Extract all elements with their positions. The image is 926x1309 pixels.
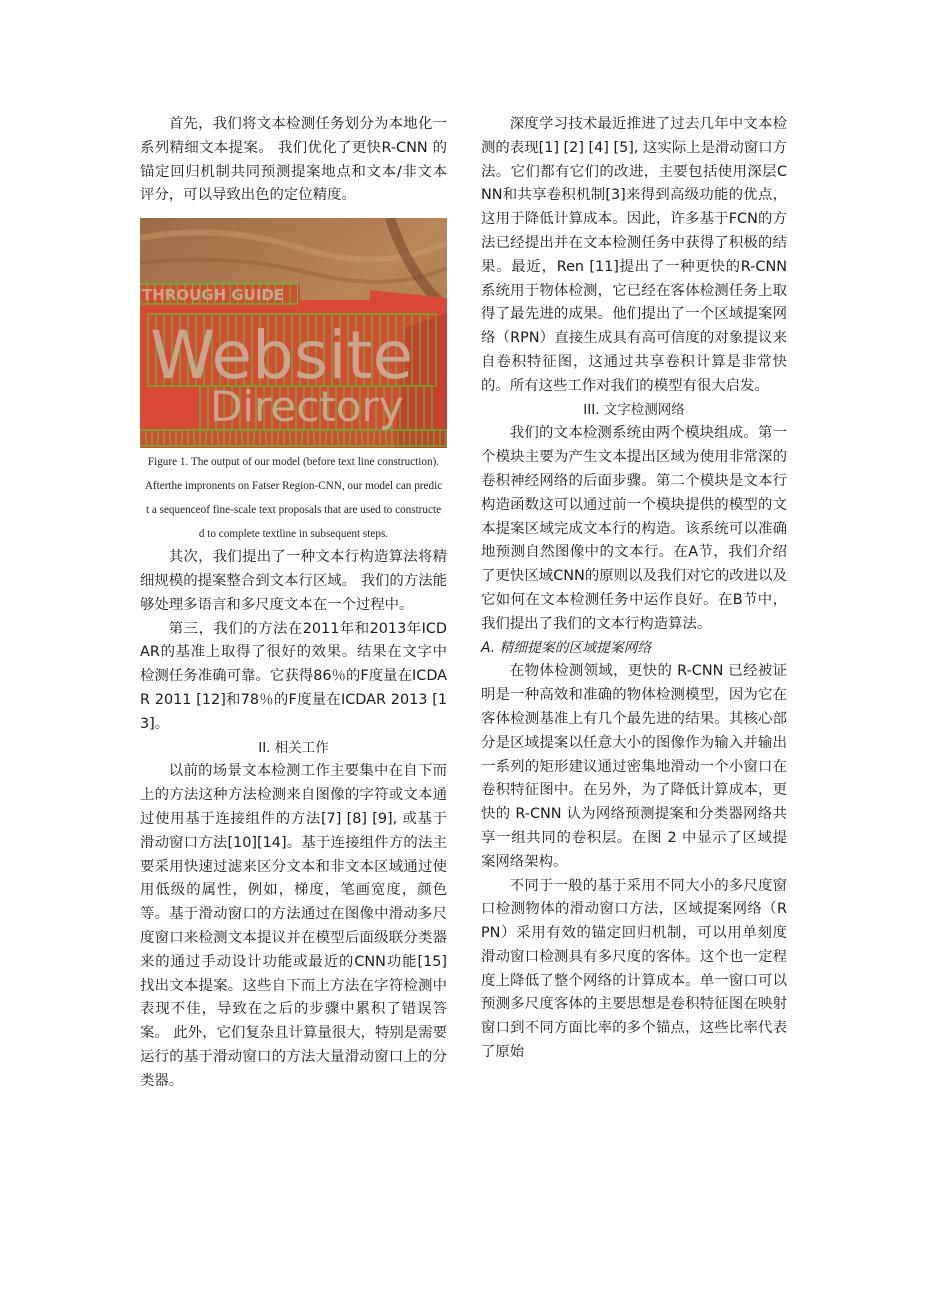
figure-1-image <box>140 218 447 448</box>
right-paragraph-4: 不同于一般的基于采用不同大小的多尺度窗口检测物体的滑动窗口方法，区域提案网络（RPN）采用有效的锚定回归机制，可以用单刻度滑动窗口检测具有多尺度的客体。这个也一定程度上降低了整个网络的计算成本。单一窗口可以预测多尺度客体的主要思想是卷积特征图在映射窗口到不同方面比率的多个锚点，这些比率代表了原始 <box>481 877 787 1061</box>
right-paragraph-2: 我们的文本检测系统由两个模块组成。第一个模块主要为产生文本提出区域为使用非常深的卷积神经网络的后面步骤。第二个模块是文本行构造函数这可以通过前一个模块提供的模型的文本提案区域完成文本行的构造。该系统可以准确地预测自然图像中的文本行。在A节，我们介绍了更快区域CNN的原则以及我们对它的改进以及它如何在文本检测任务中运作良好。在B节中，我们提出了我们的文本行构造算法。 <box>481 425 787 632</box>
figure-overlay-text-2: Website <box>150 317 414 395</box>
subsection-heading-a: A. 精细提案的区域提案网络 <box>481 639 652 656</box>
right-paragraph-3: 在物体检测领域，更快的 R-CNN 已经被证明是一种高效和准确的物体检测模型，因为它在客体检测基准上有几个最先进的结果。其核心部分是区域提案以任意大小的图像作为输入并输出一系列的矩形建议通过密集地滑动一个小窗口在卷积特征图中。在另外，为了降低计算成本，更快的 R-CNN 认为网络预测提案和分类器网络共享一组共同的卷积层。在图 2 中显示了区域提案网络架构。 <box>481 663 787 870</box>
left-paragraph-3: 第三，我们的方法在2011年和2013年ICDAR的基准上取得了很好的效果。结果在文字中检测任务准确可靠。它获得86％的F度量在ICDAR 2011 [12]和78％的F度量在ICDAR 2013 [13]。 <box>140 620 447 732</box>
section-heading-3: III. 文字检测网络 <box>583 401 685 418</box>
section-heading-2: II. 相关工作 <box>258 739 329 756</box>
left-paragraph-1: 首先，我们将文本检测任务划分为本地化一系列精细文本提案。 我们优化了更快R-CNN 的锚定回归机制共同预测提案地点和文本/非文本评分，可以导致出色的定位精度。 <box>140 116 447 204</box>
right-paragraph-1: 深度学习技术最近推进了过去几年中文本检测的表现[1] [2] [4] [5], 这实际上是滑动窗口方法。它们都有它们的改进，主要包括使用深层CNN和共享卷积机制[3]来得到高级功能的优点，这用于降低计算成本。因此，许多基于FCN的方法已经提出并在文本检测任务中获得了积极的结果。最近，Ren [11]提出了一种更快的R-CNN系统用于物体检测，它已经在客体检测任务上取得了最先进的成果。他们提出了一个区域提案网络（RPN）直接生成具有高可信度的对象提议来自卷积特征图，这通过共享卷积计算是非常快的。所有这些工作对我们的模型有很大启发。 <box>481 116 787 394</box>
left-paragraph-2: 其次，我们提出了一种文本行构造算法将精细规模的提案整合到文本行区域。 我们的方法能够处理多语言和多尺度文本在一个过程中。 <box>140 549 447 613</box>
figure-overlay-text-3: Directory <box>210 382 404 432</box>
right-column <box>481 113 787 1065</box>
figure-overlay-text-1: THROUGH GUIDE <box>142 286 285 305</box>
left-column <box>140 113 447 1094</box>
left-paragraph-4: 以前的场景文本检测工作主要集中在自下而上的方法这种方法检测来自图像的字符或文本通过使用基于连接组件的方法[7] [8] [9], 或基于滑动窗口方法[10][14]。基于连接组件方的法主要采用快速过滤来区分文本和非文本区域通过使用低级的属性，例如，梯度，笔画宽度，颜色等。基于滑动窗口的方法通过在图像中滑动多尺度窗口来检测文本提议并在模型后面级联分类器来的通过手动设计功能或最近的CNN功能[15] 找出文本提案。这些自下而上方法在字符检测中表现不佳，导致在之后的步骤中累积了错误答案。 此外，它们复杂且计算量很大，特别是需要运行的基于滑动窗口的方法大量滑动窗口上的分类器。 <box>140 763 447 1089</box>
figure-1-caption: Figure 1. The output of our model (before text line construction). Afterthe impronents on Fatser Region-CNN, our model can predict a sequenceof fine-scale text proposals that are used to constructed to complete textline in subsequent steps. <box>144 456 443 541</box>
